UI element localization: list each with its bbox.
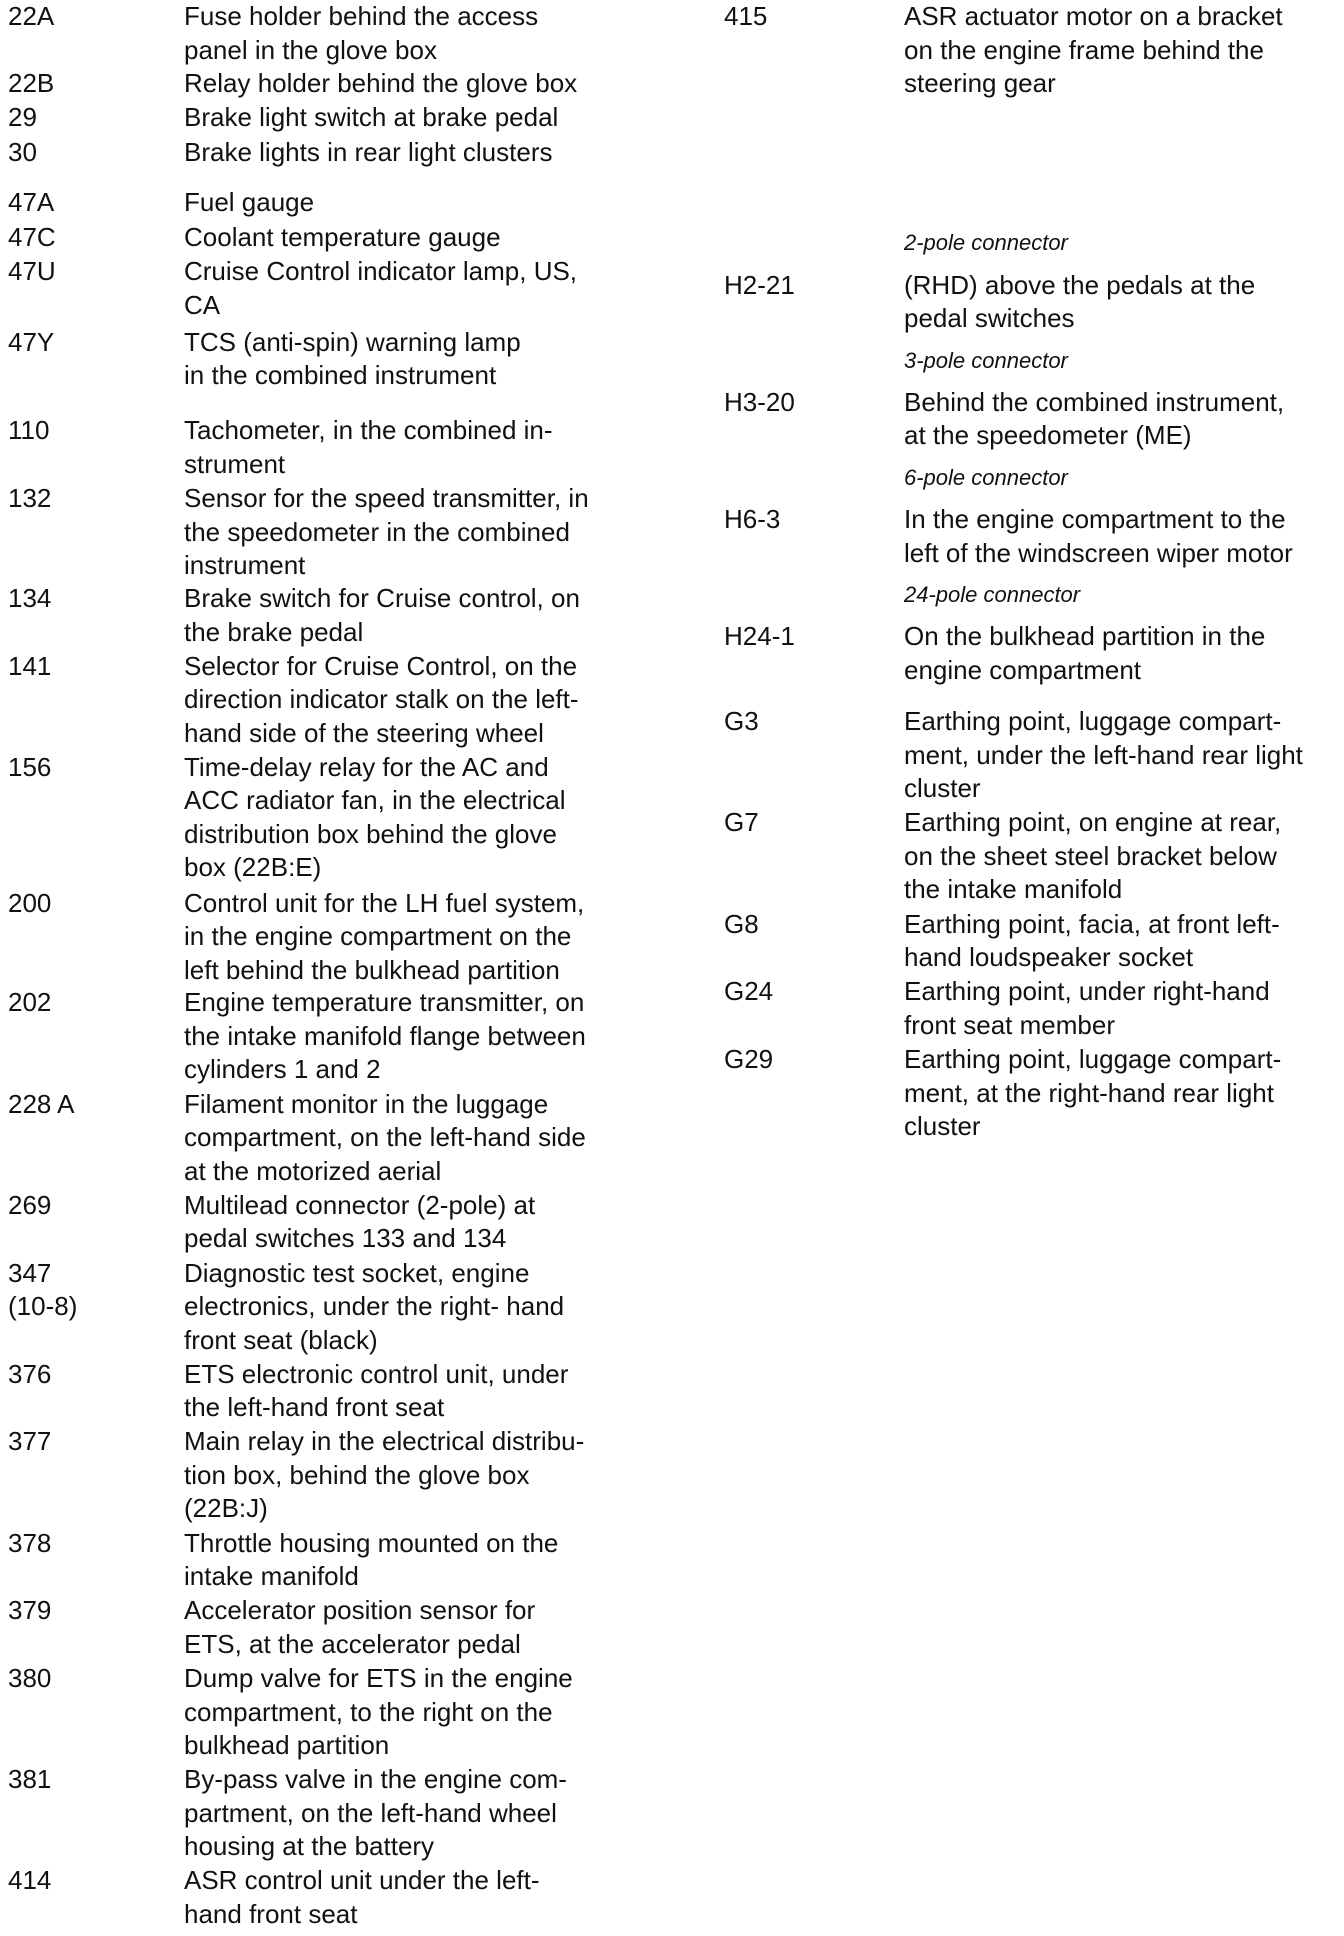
component-description bbox=[184, 1358, 654, 1425]
component-description bbox=[184, 186, 654, 220]
description-line: cluster bbox=[904, 1111, 981, 1142]
connector-type-heading: 3-pole connector bbox=[904, 347, 1068, 373]
description-line: on the engine frame behind the bbox=[904, 34, 1264, 65]
description-line: CA bbox=[184, 289, 221, 320]
description-line: Brake light switch at brake pedal bbox=[184, 102, 559, 133]
component-description bbox=[184, 482, 654, 583]
description-line: TCS (anti-spin) warning lamp bbox=[184, 326, 521, 357]
component-description bbox=[184, 751, 654, 885]
description-line: ETS, at the accelerator pedal bbox=[184, 1628, 521, 1659]
description-line: cylinders 1 and 2 bbox=[184, 1054, 381, 1085]
code-line: 47Y bbox=[8, 326, 55, 357]
component-code bbox=[724, 620, 795, 654]
description-line: left behind the bulkhead partition bbox=[184, 954, 560, 985]
component-code bbox=[8, 1088, 75, 1122]
component-description bbox=[904, 975, 1344, 1042]
description-line: Fuel gauge bbox=[184, 187, 315, 218]
code-line: 110 bbox=[8, 415, 50, 446]
description-line: Tachometer, in the combined in- bbox=[184, 415, 553, 446]
component-description bbox=[184, 1257, 654, 1358]
code-line: H24-1 bbox=[724, 621, 795, 652]
description-line: Accelerator position sensor for bbox=[184, 1595, 536, 1626]
component-code bbox=[8, 751, 51, 785]
component-description bbox=[904, 620, 1344, 687]
description-line: the brake pedal bbox=[184, 616, 364, 647]
component-description bbox=[184, 650, 654, 751]
description-line: instrument bbox=[184, 550, 306, 581]
component-code bbox=[8, 67, 54, 101]
component-code bbox=[8, 1358, 51, 1392]
component-description bbox=[184, 1594, 654, 1661]
code-line: 415 bbox=[724, 1, 768, 31]
description-line: front seat member bbox=[904, 1009, 1115, 1040]
description-line: Earthing point, luggage compart- bbox=[904, 1044, 1282, 1075]
code-line: 269 bbox=[8, 1189, 52, 1220]
component-code bbox=[8, 482, 51, 516]
code-line: H6-3 bbox=[724, 504, 781, 535]
description-line: Brake switch for Cruise control, on bbox=[184, 583, 580, 614]
description-line: On the bulkhead partition in the bbox=[904, 621, 1266, 652]
component-code bbox=[8, 221, 56, 255]
description-line: ment, under the left-hand rear light bbox=[904, 739, 1303, 770]
code-line: 141 bbox=[8, 650, 52, 681]
component-code bbox=[8, 650, 51, 684]
component-code bbox=[724, 975, 773, 1009]
description-line: Dump valve for ETS in the engine bbox=[184, 1663, 573, 1694]
component-description bbox=[184, 67, 654, 101]
description-line: Engine temperature transmitter, on bbox=[184, 987, 585, 1018]
component-code bbox=[8, 1864, 51, 1898]
description-line: Coolant temperature gauge bbox=[184, 221, 501, 252]
code-line: 378 bbox=[8, 1527, 52, 1558]
component-description bbox=[184, 1425, 654, 1526]
description-line: Relay holder behind the glove box bbox=[184, 67, 578, 98]
description-line: Multilead connector (2-pole) at bbox=[184, 1189, 536, 1220]
code-line: 47A bbox=[8, 187, 55, 218]
code-line: 381 bbox=[8, 1764, 52, 1795]
component-description bbox=[184, 986, 654, 1087]
code-line: 30 bbox=[8, 136, 37, 167]
description-line: panel in the glove box bbox=[184, 34, 437, 65]
connector-type-heading: 2-pole connector bbox=[904, 230, 1068, 256]
description-line: box (22B:E) bbox=[184, 852, 322, 883]
description-line: hand side of the steering wheel bbox=[184, 717, 544, 748]
component-description bbox=[184, 1088, 654, 1189]
component-code bbox=[8, 1257, 77, 1324]
description-line: partment, on the left-hand wheel bbox=[184, 1797, 557, 1828]
component-code bbox=[8, 326, 54, 360]
component-description bbox=[184, 1864, 654, 1931]
code-line: 22B bbox=[8, 67, 55, 98]
description-line: housing at the battery bbox=[184, 1831, 435, 1862]
component-code bbox=[8, 1594, 51, 1628]
description-line: tion box, behind the glove box bbox=[184, 1459, 530, 1490]
description-line: ETS electronic control unit, under bbox=[184, 1358, 569, 1389]
component-code bbox=[8, 582, 51, 616]
code-line: 347 bbox=[8, 1257, 52, 1288]
component-description bbox=[184, 326, 654, 393]
description-line: the left-hand front seat bbox=[184, 1392, 445, 1423]
code-line: 380 bbox=[8, 1663, 52, 1694]
description-line: ASR actuator motor on a bracket bbox=[904, 1, 1283, 31]
component-code bbox=[8, 255, 56, 289]
description-line: the intake manifold flange between bbox=[184, 1020, 586, 1051]
code-line: G8 bbox=[724, 908, 759, 939]
code-line: 414 bbox=[8, 1865, 52, 1896]
component-code bbox=[724, 503, 780, 537]
code-line: 47U bbox=[8, 256, 56, 287]
connector-type-heading: 24-pole connector bbox=[904, 581, 1081, 607]
description-line: at the motorized aerial bbox=[184, 1155, 442, 1186]
code-line: 377 bbox=[8, 1426, 52, 1457]
component-code bbox=[8, 1527, 51, 1561]
component-code bbox=[8, 1189, 51, 1223]
component-code bbox=[724, 0, 767, 34]
description-line: bulkhead partition bbox=[184, 1730, 390, 1761]
code-line: 22A bbox=[8, 1, 55, 31]
component-description bbox=[904, 806, 1344, 907]
code-line: G24 bbox=[724, 976, 774, 1007]
code-line: 156 bbox=[8, 751, 52, 782]
code-line: G3 bbox=[724, 706, 759, 737]
component-code bbox=[724, 806, 759, 840]
component-code bbox=[8, 414, 49, 448]
code-line: H2-21 bbox=[724, 269, 795, 300]
description-line: electronics, under the right- hand bbox=[184, 1291, 565, 1322]
component-code bbox=[724, 386, 795, 420]
code-line: (10-8) bbox=[8, 1291, 78, 1322]
code-line: 47C bbox=[8, 221, 56, 252]
description-line: cluster bbox=[904, 773, 981, 804]
code-line: 132 bbox=[8, 483, 52, 514]
component-description bbox=[904, 503, 1344, 570]
component-description bbox=[904, 0, 1344, 101]
code-line: 29 bbox=[8, 102, 37, 133]
description-line: engine compartment bbox=[904, 654, 1142, 685]
description-line: (RHD) above the pedals at the bbox=[904, 269, 1256, 300]
component-description bbox=[904, 269, 1344, 336]
description-line: hand loudspeaker socket bbox=[904, 942, 1194, 973]
description-line: Earthing point, under right-hand bbox=[904, 976, 1270, 1007]
code-line: 134 bbox=[8, 583, 52, 614]
description-line: ment, at the right-hand rear light bbox=[904, 1077, 1274, 1108]
description-line: pedal switches bbox=[904, 303, 1075, 334]
description-line: Earthing point, on engine at rear, bbox=[904, 807, 1282, 838]
description-line: front seat (black) bbox=[184, 1324, 378, 1355]
code-line: G29 bbox=[724, 1044, 774, 1075]
description-line: Earthing point, luggage compart- bbox=[904, 706, 1282, 737]
description-line: Brake lights in rear light clusters bbox=[184, 136, 553, 167]
component-description bbox=[184, 414, 654, 481]
component-code bbox=[8, 0, 54, 34]
description-line: (22B:J) bbox=[184, 1493, 268, 1524]
component-description bbox=[184, 101, 654, 135]
component-description bbox=[184, 221, 654, 255]
component-description bbox=[184, 136, 654, 170]
description-line: distribution box behind the glove bbox=[184, 818, 557, 849]
description-line: in the engine compartment on the bbox=[184, 921, 572, 952]
code-line: 202 bbox=[8, 987, 52, 1018]
code-line: H3-20 bbox=[724, 386, 795, 417]
code-line: 200 bbox=[8, 887, 52, 918]
component-code bbox=[724, 1043, 773, 1077]
description-line: Throttle housing mounted on the bbox=[184, 1527, 559, 1558]
connector-type-heading: 6-pole connector bbox=[904, 464, 1068, 490]
description-line: ASR control unit under the left- bbox=[184, 1865, 540, 1896]
code-line: 376 bbox=[8, 1358, 52, 1389]
description-line: hand front seat bbox=[184, 1898, 358, 1929]
description-line: the intake manifold bbox=[904, 874, 1123, 905]
component-description bbox=[904, 1043, 1344, 1144]
description-line: Control unit for the LH fuel system, bbox=[184, 887, 585, 918]
description-line: intake manifold bbox=[184, 1561, 359, 1592]
component-description bbox=[904, 908, 1344, 975]
description-line: Cruise Control indicator lamp, US, bbox=[184, 256, 578, 287]
description-line: steering gear bbox=[904, 68, 1056, 98]
code-line: 379 bbox=[8, 1595, 52, 1626]
code-line: 228 A bbox=[8, 1088, 75, 1119]
component-code bbox=[8, 1662, 51, 1696]
component-description bbox=[184, 0, 654, 67]
description-line: Time-delay relay for the AC and bbox=[184, 751, 549, 782]
component-code bbox=[8, 986, 51, 1020]
component-code bbox=[8, 887, 51, 921]
description-line: direction indicator stalk on the left- bbox=[184, 684, 579, 715]
component-description bbox=[184, 582, 654, 649]
component-code bbox=[724, 269, 795, 303]
description-line: compartment, to the right on the bbox=[184, 1696, 553, 1727]
description-line: on the sheet steel bracket below bbox=[904, 840, 1277, 871]
component-description bbox=[184, 1527, 654, 1594]
description-line: Behind the combined instrument, bbox=[904, 386, 1285, 417]
component-description bbox=[184, 1189, 654, 1256]
description-line: In the engine compartment to the bbox=[904, 504, 1286, 535]
component-code bbox=[8, 136, 37, 170]
component-code bbox=[8, 186, 54, 220]
description-line: By-pass valve in the engine com- bbox=[184, 1764, 567, 1795]
description-line: ACC radiator fan, in the electrical bbox=[184, 785, 566, 816]
description-line: the speedometer in the combined bbox=[184, 516, 570, 547]
description-line: Earthing point, facia, at front left- bbox=[904, 908, 1280, 939]
component-code bbox=[724, 705, 759, 739]
description-line: left of the windscreen wiper motor bbox=[904, 537, 1293, 568]
code-line: G7 bbox=[724, 807, 759, 838]
component-description bbox=[184, 1662, 654, 1763]
description-line: pedal switches 133 and 134 bbox=[184, 1223, 507, 1254]
component-code bbox=[8, 101, 37, 135]
description-line: in the combined instrument bbox=[184, 360, 497, 391]
component-description bbox=[184, 1763, 654, 1864]
description-line: strument bbox=[184, 448, 286, 479]
description-line: compartment, on the left-hand side bbox=[184, 1122, 586, 1153]
component-code bbox=[8, 1425, 51, 1459]
component-description bbox=[184, 887, 654, 988]
component-code bbox=[724, 908, 759, 942]
description-line: Main relay in the electrical distribu- bbox=[184, 1426, 585, 1457]
component-description bbox=[184, 255, 654, 322]
description-line: Fuse holder behind the access bbox=[184, 1, 539, 31]
description-line: Diagnostic test socket, engine bbox=[184, 1257, 530, 1288]
description-line: Selector for Cruise Control, on the bbox=[184, 650, 578, 681]
description-line: Sensor for the speed transmitter, in bbox=[184, 483, 589, 514]
component-description bbox=[904, 386, 1344, 453]
component-description bbox=[904, 705, 1344, 806]
description-line: at the speedometer (ME) bbox=[904, 420, 1192, 451]
component-code bbox=[8, 1763, 51, 1797]
description-line: Filament monitor in the luggage bbox=[184, 1088, 549, 1119]
